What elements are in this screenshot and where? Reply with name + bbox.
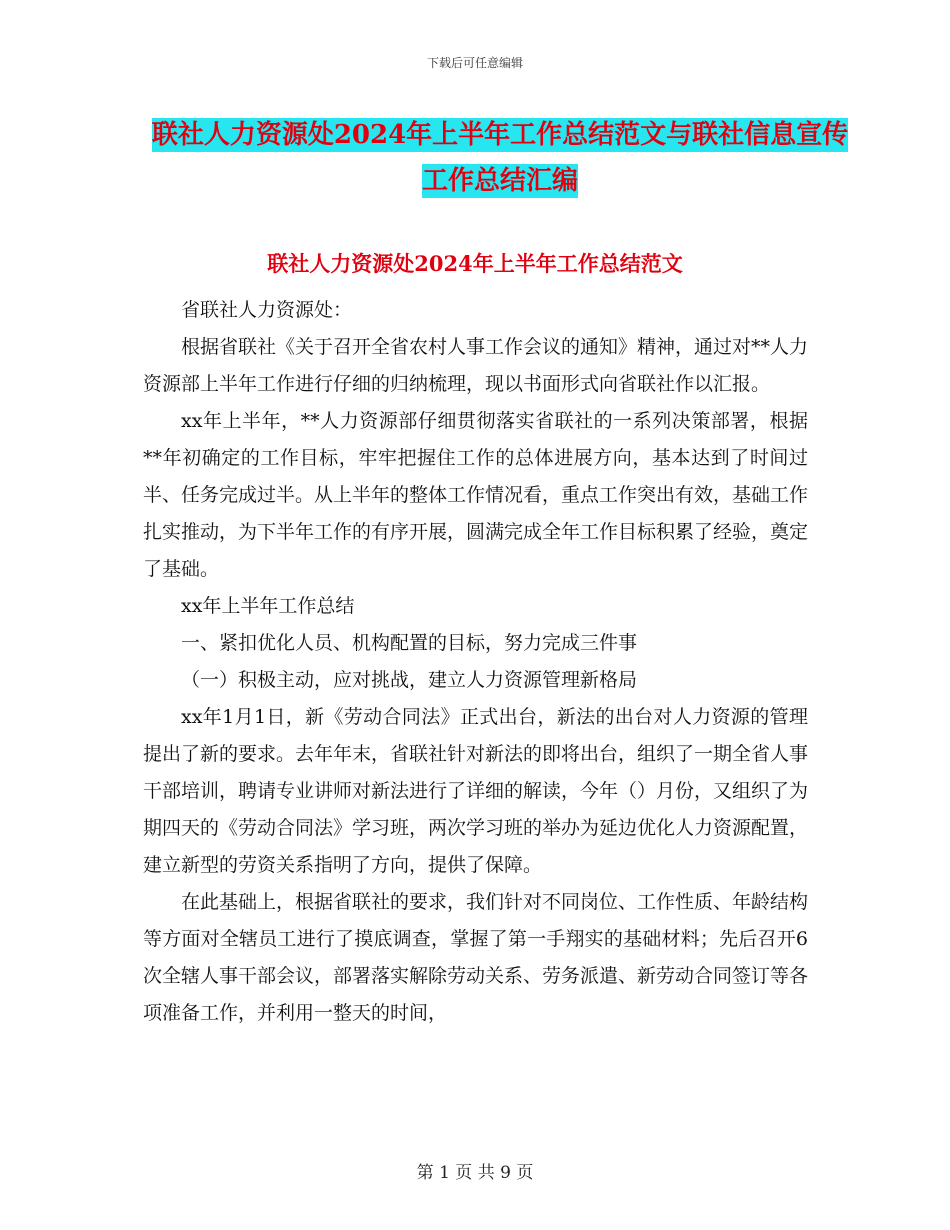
paragraph: 在此基础上，根据省联社的要求，我们针对不同岗位、工作性质、年龄结构等方面对全辖员工进行了摸底调查，掌握了第一手翔实的基础材料；先后召开6次全辖人事干部会议，部署落实解除劳动关系、劳务派遣、新劳动合同签订等各项准备工作，并利用一整天的时间， bbox=[143, 891, 809, 1024]
paragraph-heading: 一、紧扣优化人员、机构配置的目标，努力完成三件事 bbox=[181, 632, 638, 654]
document-body bbox=[143, 292, 808, 1032]
paragraph: 根据省联社《关于召开全省农村人事工作会议的通知》精神，通过对**人力资源部上半年工作进行仔细的归纳梳理，现以书面形式向省联社作以汇报。 bbox=[143, 336, 809, 395]
document-title-text: 联社人力资源处2024年上半年工作总结范文与联社信息宣传工作总结汇编 bbox=[151, 120, 849, 196]
document-title bbox=[150, 112, 850, 204]
paragraph: xx年1月1日，新《劳动合同法》正式出台，新法的出台对人力资源的管理提出了新的要求。去年年末，省联社针对新法的即将出台，组织了一期全省人事干部培训，聘请专业讲师对新法进行了详细的解读，今年（）月份，又组织了为期四天的《劳动合同法》学习班，两次学习班的举办为延边优化人力资源配置，建立新型的劳资关系指明了方向，提供了保障。 bbox=[143, 706, 809, 876]
page-number: 第 1 页 共 9 页 bbox=[416, 1163, 534, 1183]
paragraph-subheading: （一）积极主动，应对挑战，建立人力资源管理新格局 bbox=[181, 669, 638, 691]
paragraph: xx年上半年，**人力资源部仔细贯彻落实省联社的一系列决策部署，根据**年初确定的工作目标，牢牢把握住工作的总体进展方向，基本达到了时间过半、任务完成过半。从上半年的整体工作情况看，重点工作突出有效，基础工作扎实推动，为下半年工作的有序开展，圆满完成全年工作目标积累了经验，奠定了基础。 bbox=[143, 410, 809, 580]
paragraph-salutation: 省联社人力资源处： bbox=[181, 299, 353, 321]
page-header-note: 下载后可任意编辑 bbox=[426, 56, 523, 70]
section-title: 联社人力资源处2024年上半年工作总结范文 bbox=[267, 251, 683, 276]
paragraph-heading: xx年上半年工作总结 bbox=[181, 595, 355, 617]
